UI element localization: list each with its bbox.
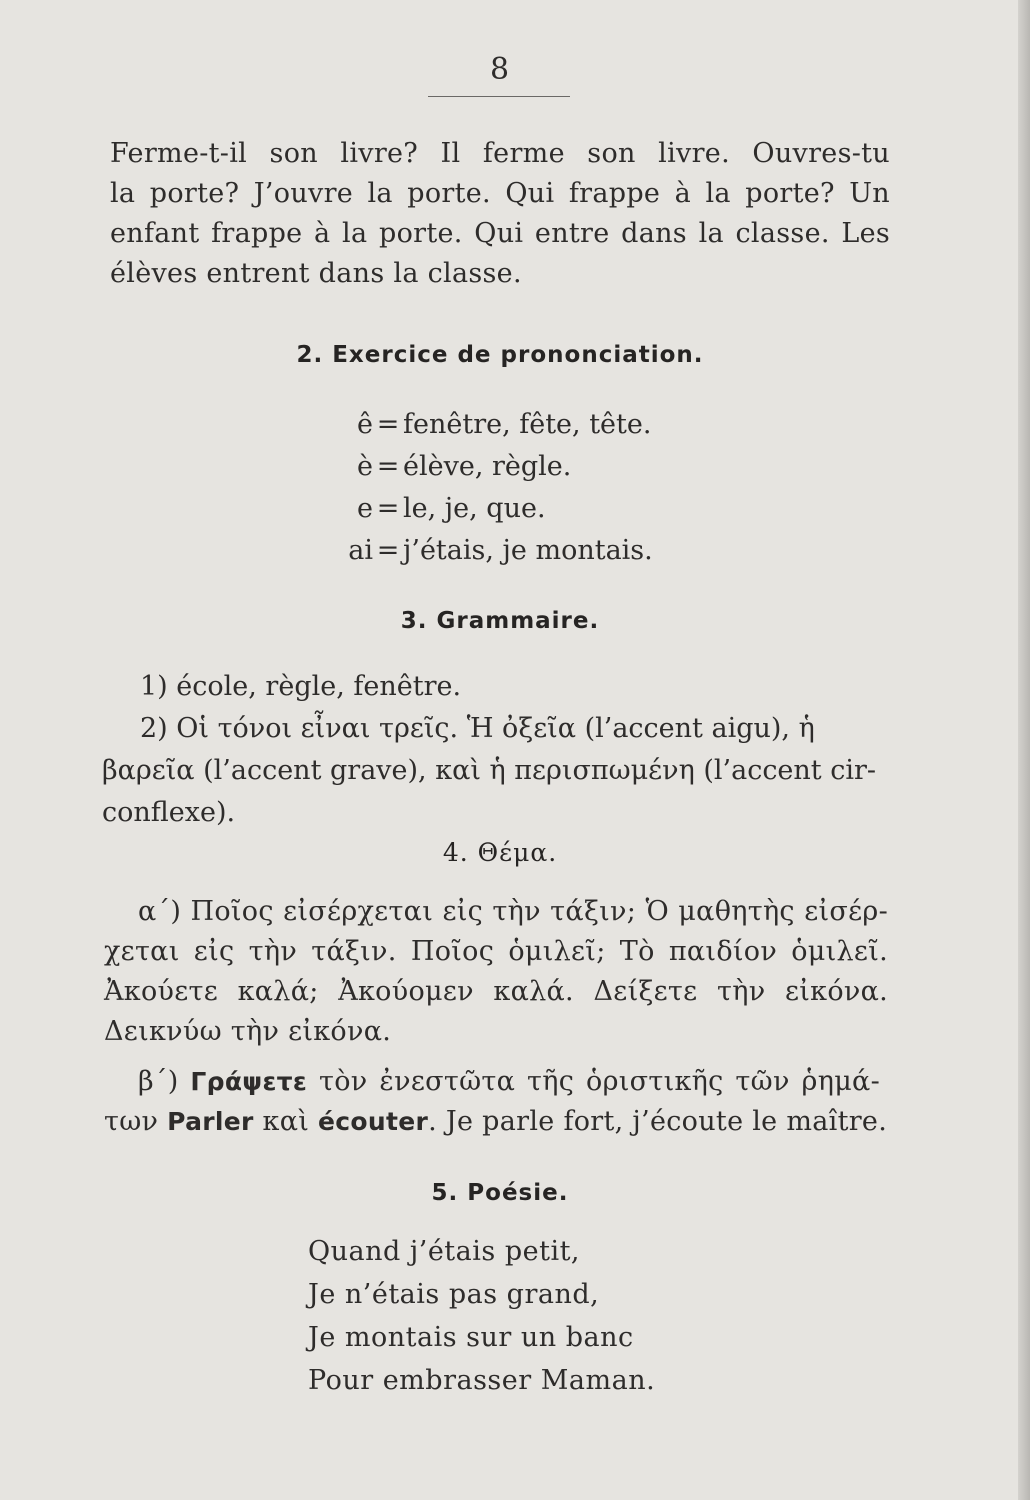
grammar-line: 2) Οἱ τόνοι εἶναι τρεῖς. Ἡ ὀξεῖα (l’accent aigu), ἡ: [140, 713, 815, 744]
header-rule: [428, 96, 570, 97]
intro-line: enfant frappe à la porte. Qui entre dans la classe. Les: [110, 218, 890, 249]
exercise-line: χεται εἰς τὴν τάξιν. Ποῖος ὁμιλεῖ; Τὸ παιδίον ὁμιλεῖ.: [104, 936, 888, 967]
section-5-heading: 5. Poésie.: [431, 1180, 569, 1206]
exercise-b-paragraph: [104, 1062, 888, 1142]
equals-sign: =: [376, 535, 400, 566]
pronunciation-row: [325, 446, 653, 488]
sound: è: [357, 451, 373, 482]
conjunction: καὶ: [253, 1106, 319, 1137]
sound: ê: [357, 409, 373, 440]
poem-line: Pour embrasser Maman.: [308, 1365, 656, 1396]
pronunciation-row: [325, 488, 653, 530]
grammar-paragraph: [102, 666, 892, 834]
section-3-heading: 3. Grammaire.: [400, 608, 600, 634]
sound: ai: [348, 535, 373, 566]
poem-line: Quand j’étais petit,: [308, 1236, 581, 1267]
exercise-line: Ἀκούετε καλά; Ἀκούομεν καλά. Δείξετε τὴν εἰκόνα.: [104, 976, 888, 1007]
exercise-line: Δεικνύω τὴν εἰκόνα.: [104, 1016, 392, 1047]
grammar-line: conflexe).: [102, 797, 236, 828]
examples: le, je, que.: [403, 493, 546, 524]
examples: élève, règle.: [403, 451, 572, 482]
pronunciation-list: [325, 404, 653, 572]
examples: j’étais, je montais.: [403, 535, 653, 566]
exercise-b-line-1: [104, 1062, 880, 1102]
section-2-heading: 2. Exercice de prononciation.: [296, 342, 704, 368]
grammar-line: 1) école, règle, fenêtre.: [140, 671, 462, 702]
page-number: 8: [489, 52, 511, 87]
pronunciation-row: [325, 530, 653, 572]
equals-sign: =: [376, 451, 400, 482]
poem-line: Je n’étais pas grand,: [308, 1279, 600, 1310]
bold-word-parler: Parler: [167, 1107, 254, 1136]
intro-line: la porte? J’ouvre la porte. Qui frappe à la porte? Un: [110, 178, 890, 209]
item-marker: β΄): [138, 1066, 191, 1097]
equals-sign: =: [376, 493, 400, 524]
line-text: των: [104, 1106, 168, 1137]
bold-verb: Γράψετε: [190, 1067, 308, 1096]
grammar-line: βαρεῖα (l’accent grave), καὶ ἡ περισπωμένη (l’accent cir-: [102, 755, 877, 786]
exercise-line: α΄) Ποῖος εἰσέρχεται εἰς τὴν τάξιν; Ὁ μαθητὴς εἰσέρ-: [138, 896, 888, 927]
pronunciation-row: [325, 404, 653, 446]
exercise-a-paragraph: [104, 892, 888, 1052]
poem-line: Je montais sur un banc: [308, 1322, 634, 1353]
exercise-b-line-2: [104, 1102, 888, 1142]
intro-line: Ferme-t-il son livre? Il ferme son livre. Ouvres-tu: [110, 138, 890, 169]
examples: fenêtre, fête, tête.: [403, 409, 652, 440]
intro-paragraph: [110, 134, 890, 294]
bold-word-ecouter: écouter: [318, 1107, 429, 1136]
section-4-heading: 4. Θέμα.: [442, 838, 558, 867]
poem: [308, 1230, 655, 1402]
equals-sign: =: [376, 409, 400, 440]
line-text: τὸν ἐνεστῶτα τῆς ὁριστικῆς τῶν ῥημά-: [307, 1066, 880, 1097]
intro-line: élèves entrent dans la classe.: [110, 258, 522, 289]
sound: e: [357, 493, 373, 524]
page-edge: [1018, 0, 1030, 1500]
line-text: . Je parle fort, j’écoute le maître.: [428, 1106, 888, 1137]
